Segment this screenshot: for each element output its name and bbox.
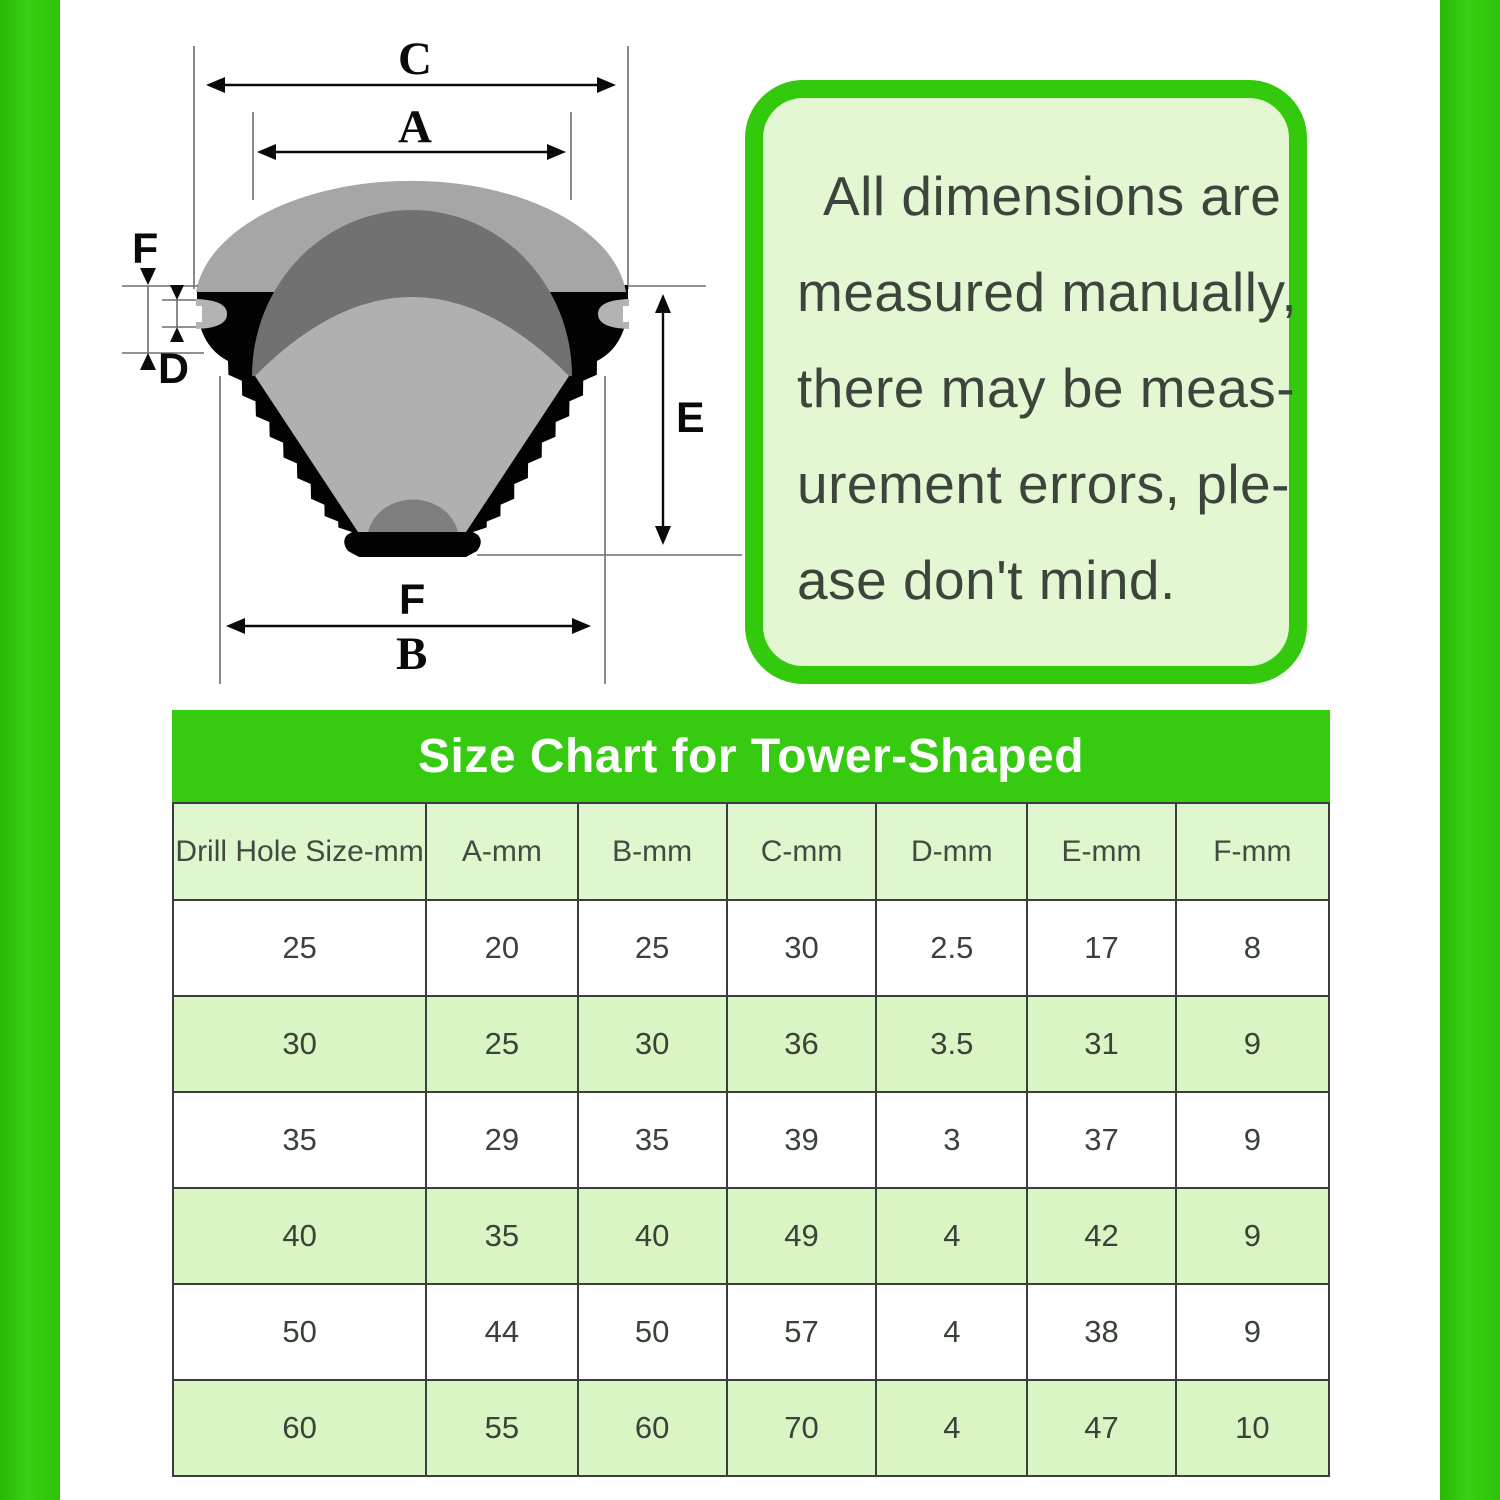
note-line: there may be meas- [797,357,1296,419]
table-cell: 10 [1176,1380,1329,1476]
table-cell: 42 [1027,1188,1176,1284]
table-cell: 39 [727,1092,877,1188]
table-cell: 60 [578,1380,727,1476]
col-header: F-mm [1176,803,1329,900]
table-cell: 70 [727,1380,877,1476]
table-cell: 50 [578,1284,727,1380]
table-cell: 37 [1027,1092,1176,1188]
dim-label-b: B [396,628,428,680]
dim-label-f-bottom: F [399,576,426,624]
table-row [173,1284,1329,1380]
right-groove-slit [623,306,639,322]
col-header: A-mm [426,803,577,900]
table-cell: 9 [1176,1284,1329,1380]
size-chart-title: Size Chart for Tower-Shaped [172,710,1330,802]
table-row [173,996,1329,1092]
table-cell: 9 [1176,1188,1329,1284]
table-cell: 9 [1176,1092,1329,1188]
table-cell: 38 [1027,1284,1176,1380]
col-header: B-mm [578,803,727,900]
table-cell: 35 [426,1188,577,1284]
table-cell: 44 [426,1284,577,1380]
table-cell: 25 [578,900,727,996]
header-row [173,803,1329,900]
table-cell: 9 [1176,996,1329,1092]
table-cell: 30 [173,996,426,1092]
size-chart [172,710,1330,1477]
table-cell: 35 [578,1092,727,1188]
table-cell: 31 [1027,996,1176,1092]
note-line: urement errors, ple- [797,453,1290,515]
dim-label-f-left: F [132,225,159,273]
dim-label-a: A [398,101,432,153]
table-cell: 49 [727,1188,877,1284]
dim-label-d: D [158,345,190,393]
table-cell: 20 [426,900,577,996]
table-cell: 25 [173,900,426,996]
table-cell: 57 [727,1284,877,1380]
table-cell: 35 [173,1092,426,1188]
table-row [173,1380,1329,1476]
table-cell: 8 [1176,900,1329,996]
table-cell: 30 [578,996,727,1092]
table-cell: 3 [876,1092,1027,1188]
table-cell: 30 [727,900,877,996]
table-cell: 17 [1027,900,1176,996]
table-row [173,1092,1329,1188]
left-groove-slit [186,306,202,322]
table-cell: 50 [173,1284,426,1380]
table-cell: 47 [1027,1380,1176,1476]
note-box [745,80,1307,684]
col-header: C-mm [727,803,877,900]
table-cell: 60 [173,1380,426,1476]
table-cell: 55 [426,1380,577,1476]
table-cell: 3.5 [876,996,1027,1092]
col-header: E-mm [1027,803,1176,900]
dimension-diagram [0,0,750,700]
table-cell: 36 [727,996,877,1092]
table-cell: 2.5 [876,900,1027,996]
table-cell: 4 [876,1284,1027,1380]
note-line: measured manually, [797,261,1298,323]
table-cell: 40 [173,1188,426,1284]
size-chart-table [172,802,1330,1477]
col-header: Drill Hole Size-mm [173,803,426,900]
col-header: D-mm [876,803,1027,900]
table-cell: 40 [578,1188,727,1284]
right-green-border [1440,0,1500,1500]
table-row [173,900,1329,996]
table-cell: 25 [426,996,577,1092]
dim-label-e: E [676,394,705,442]
note-line: All dimensions are [823,165,1282,227]
dim-label-c: C [398,33,432,85]
note-line: ase don't mind. [797,549,1176,611]
table-cell: 4 [876,1188,1027,1284]
table-cell: 4 [876,1380,1027,1476]
table-row [173,1188,1329,1284]
table-cell: 29 [426,1092,577,1188]
